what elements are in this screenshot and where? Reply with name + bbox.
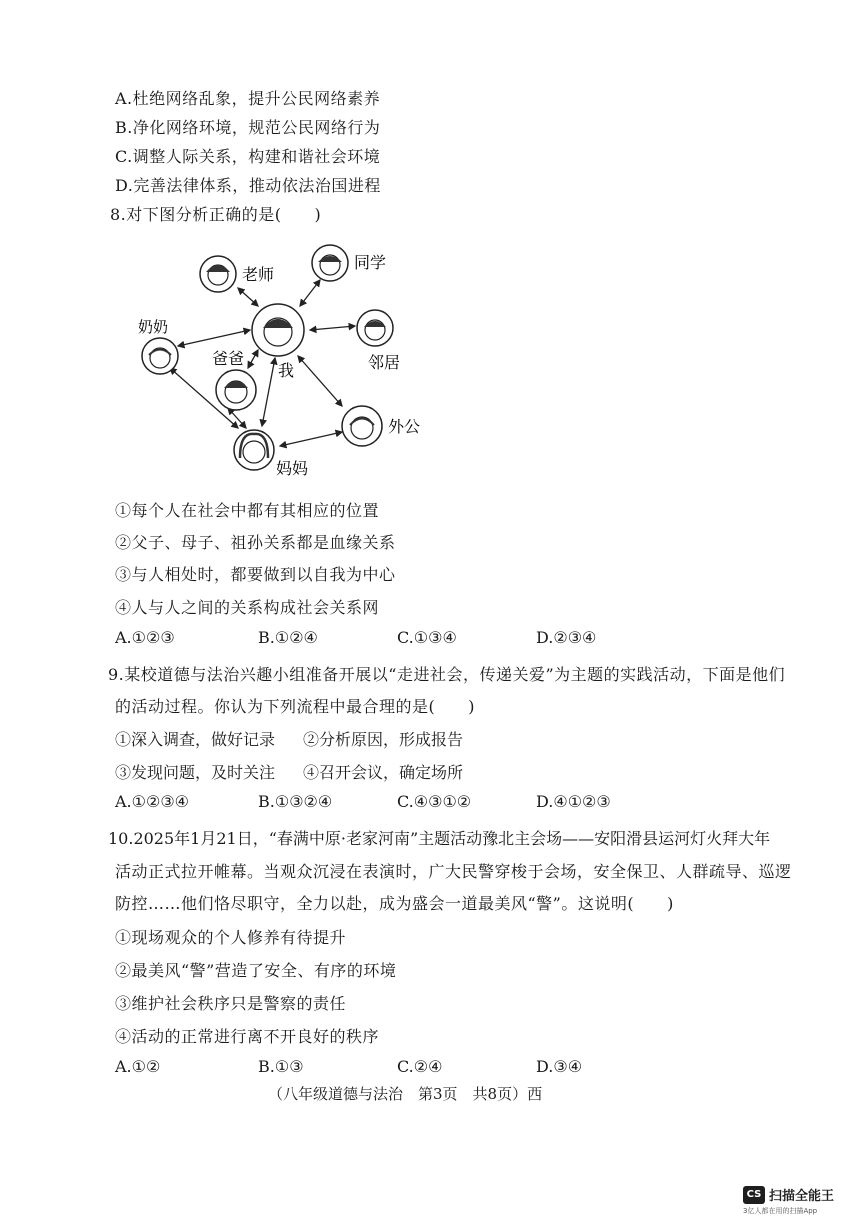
- grandpa-node: [342, 406, 382, 446]
- q8-stem: 8.对下图分析正确的是( ): [110, 205, 322, 224]
- q10-choice-a: A.①②: [115, 1057, 161, 1076]
- q9-step-4: ④召开会议，确定场所: [303, 763, 464, 782]
- dad-node: [216, 370, 256, 410]
- mom-node: [234, 430, 274, 470]
- watermark-title: 扫描全能王: [769, 1189, 835, 1204]
- q9-step-2: ②分析原因，形成报告: [303, 730, 464, 749]
- q10-choice-b: B.①③: [258, 1057, 304, 1076]
- q8-statement-4: ④人与人之间的关系构成社会关系网: [115, 598, 380, 617]
- q7-option-b: B.净化网络环境，规范公民网络行为: [115, 118, 381, 137]
- dad-label: 爸爸: [212, 349, 245, 368]
- q8-choice-d: D.②③④: [536, 628, 597, 647]
- q9-choice-a: A.①②③④: [115, 792, 190, 811]
- watermark-subtitle: 3亿人都在用的扫描App: [743, 1207, 818, 1215]
- grandpa-label: 外公: [388, 417, 421, 436]
- neighbor-node: [357, 310, 393, 346]
- classmate-node: [312, 245, 348, 281]
- q7-option-d: D.完善法律体系，推动依法治国进程: [115, 176, 381, 195]
- q9-step-3: ③发现问题，及时关注: [115, 763, 276, 782]
- q9-step-1: ①深入调查，做好记录: [115, 730, 276, 749]
- neighbor-label: 邻居: [368, 353, 401, 372]
- relationship-arrows: [170, 280, 355, 446]
- q10-statement-3: ③维护社会秩序只是警察的责任: [115, 994, 347, 1013]
- q9-stem-line-1: 9.某校道德与法治兴趣小组准备开展以“走进社会，传递关爱”为主题的实践活动，下面是他们: [108, 665, 786, 684]
- mom-label: 妈妈: [276, 459, 309, 478]
- me-node: [252, 304, 304, 356]
- q8-statement-3: ③与人相处时，都要做到以自我为中心: [115, 565, 396, 584]
- scanner-watermark: [743, 1184, 855, 1218]
- q10-statement-1: ①现场观众的个人修养有待提升: [115, 928, 347, 947]
- q8-statement-1: ①每个人在社会中都有其相应的位置: [115, 501, 380, 520]
- q8-choice-a: A.①②③: [115, 628, 175, 647]
- q9-stem-line-2: 的活动过程。你认为下列流程中最合理的是( ): [115, 697, 475, 716]
- grandma-label: 奶奶: [138, 318, 169, 336]
- social-relationship-diagram: [130, 228, 450, 488]
- classmate-label: 同学: [354, 253, 387, 272]
- camscanner-logo-icon: CS: [743, 1186, 765, 1204]
- q10-statement-4: ④活动的正常进行离不开良好的秩序: [115, 1027, 380, 1046]
- q9-choice-c: C.④③①②: [397, 792, 472, 811]
- teacher-label: 老师: [242, 265, 275, 284]
- q10-stem-line-2: 活动正式拉开帷幕。当观众沉浸在表演时，广大民警穿梭于会场，安全保卫、人群疏导、巡逻: [115, 862, 792, 881]
- q10-statement-2: ②最美风“警”营造了安全、有序的环境: [115, 961, 397, 980]
- q10-choice-d: D.③④: [536, 1057, 583, 1076]
- q8-choice-b: B.①②④: [258, 628, 318, 647]
- q10-choice-c: C.②④: [397, 1057, 443, 1076]
- q9-choice-d: D.④①②③: [536, 792, 611, 811]
- page-footer: （八年级道德与法治 第3页 共8页）西: [268, 1085, 543, 1103]
- q7-option-a: A.杜绝网络乱象，提升公民网络素养: [115, 89, 381, 108]
- q9-choice-b: B.①③②④: [258, 792, 333, 811]
- q8-statement-2: ②父子、母子、祖孙关系都是血缘关系: [115, 533, 396, 552]
- q7-option-c: C.调整人际关系，构建和谐社会环境: [115, 147, 381, 166]
- q10-stem-line-1: 10.2025年1月21日，“春满中原·老家河南”主题活动豫北主会场——安阳滑县运河灯火拜大年: [108, 829, 771, 848]
- grandma-node: [142, 338, 178, 374]
- q8-choice-c: C.①③④: [397, 628, 457, 647]
- teacher-node: [200, 256, 236, 292]
- me-label: 我: [278, 361, 295, 380]
- q10-stem-line-3: 防控……他们恪尽职守，全力以赴，成为盛会一道最美风“警”。这说明( ): [115, 894, 674, 913]
